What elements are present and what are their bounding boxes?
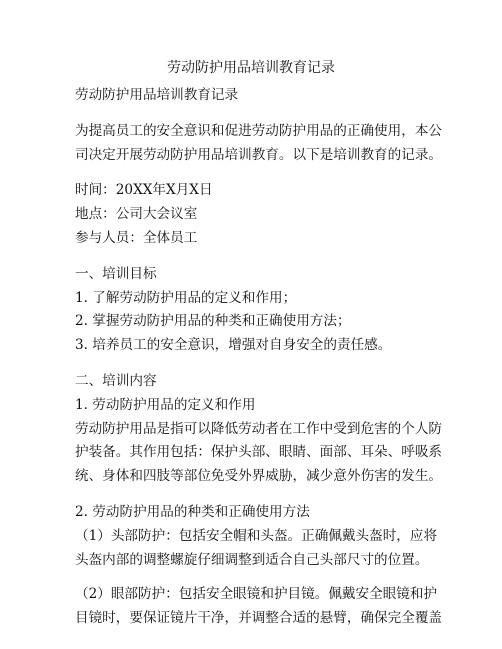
- section-heading: 一、培训目标: [75, 265, 157, 282]
- paragraph-line: 劳动防护用品是指可以降低劳动者在工作中受到危害的个人防: [75, 420, 443, 437]
- list-item: 1. 了解劳动防护用品的定义和作用；: [75, 289, 297, 306]
- paragraph-line: 护装备。其作用包括：保护头部、眼睛、面部、耳朵、呼吸系: [75, 444, 443, 461]
- paragraph-line: 目镜时，要保证镜片干净，并调整合适的悬臂，确保完全覆盖: [75, 610, 443, 627]
- section-heading: 二、培训内容: [75, 372, 157, 389]
- subsection-heading: 1. 劳动防护用品的定义和作用: [75, 396, 256, 413]
- list-item: 2. 掌握劳动防护用品的种类和正确使用方法；: [75, 313, 351, 330]
- meta-location: 地点：公司大会议室: [75, 206, 198, 223]
- paragraph-line: 头盔内部的调整螺旋仔细调整到适合自己头部尺寸的位置。: [75, 551, 429, 568]
- intro-line: 为提高员工的安全意识和促进劳动防护用品的正确使用，本公: [75, 122, 443, 139]
- paragraph-line: （1）头部防护：包括安全帽和头盔。正确佩戴头盔时，应将: [75, 527, 438, 544]
- meta-participants: 参与人员：全体员工: [75, 229, 198, 246]
- document-body: [75, 84, 443, 631]
- subsection-heading: 2. 劳动防护用品的种类和正确使用方法: [75, 503, 310, 520]
- document-title: 劳动防护用品培训教育记录: [167, 60, 335, 76]
- meta-time: 时间：20XX年X月X日: [75, 182, 213, 199]
- list-item: 3. 培养员工的安全意识，增强对自身安全的责任感。: [75, 337, 392, 354]
- paragraph-line: 统、身体和四肢等部位免受外界威胁，减少意外伤害的发生。: [75, 468, 443, 485]
- intro-line: 司决定开展劳动防护用品培训教育。以下是培训教育的记录。: [75, 146, 443, 163]
- document-heading: 劳动防护用品培训教育记录: [75, 87, 239, 103]
- paragraph-line: （2）眼部防护：包括安全眼镜和护目镜。佩戴安全眼镜和护: [75, 586, 438, 603]
